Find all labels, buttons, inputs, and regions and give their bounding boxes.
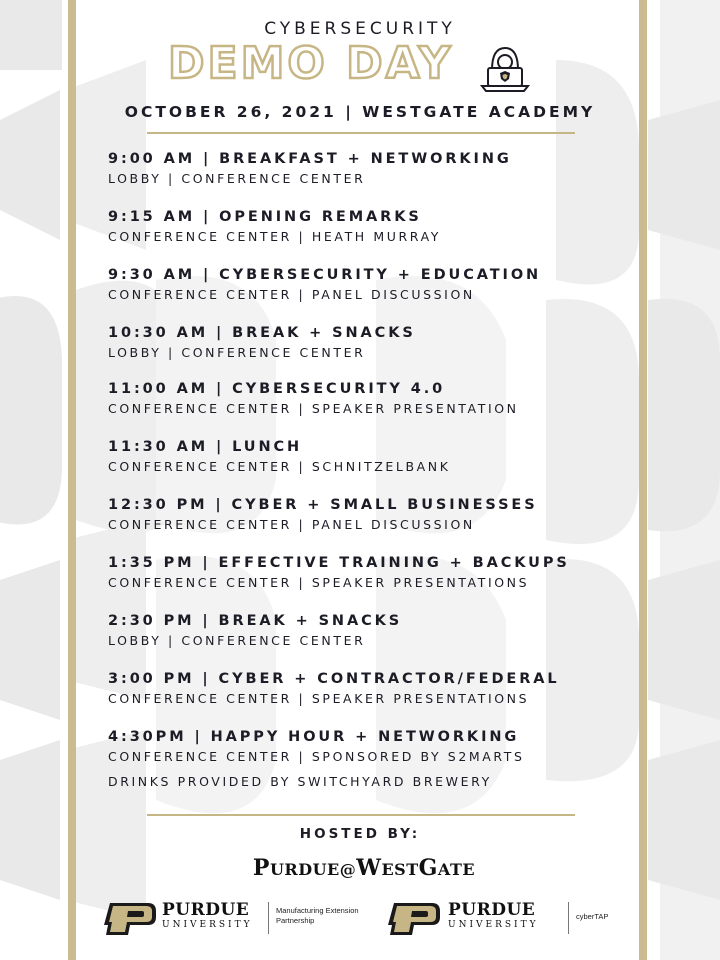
pw-w1: W: [356, 855, 382, 881]
title-cybersecurity: CYBERSECURITY: [264, 19, 456, 39]
schedule-item-sub: LOBBY | CONFERENCE CENTER: [108, 633, 366, 648]
logo-divider-left: [268, 902, 269, 934]
schedule-item: [108, 265, 628, 304]
schedule-item-title: 9:00 AM | BREAKFAST + NETWORKING: [108, 151, 512, 167]
mep-subtitle-line1: Manufacturing Extension: [276, 906, 359, 915]
pw-p1: P: [252, 855, 270, 881]
schedule-item: [108, 149, 628, 188]
schedule-item: [108, 495, 628, 534]
left-gold-border: [68, 0, 76, 960]
schedule-item: [108, 727, 628, 791]
title-demo-day: DEMO DAY: [168, 38, 454, 89]
purdue-mep-logo: [104, 899, 366, 939]
bottom-divider: [147, 814, 575, 816]
cybertap-label: cyberTAP: [576, 912, 609, 921]
schedule-item-title: 2:30 PM | BREAK + SNACKS: [108, 613, 403, 629]
event-date-location: OCTOBER 26, 2021 | WESTGATE ACADEMY: [124, 103, 596, 121]
purdue-westgate-wordmark: [0, 855, 720, 881]
schedule-item-sub: LOBBY | CONFERENCE CENTER: [108, 345, 366, 360]
pw-p2: URDUE@: [269, 860, 357, 879]
schedule-item-title: 10:30 AM | BREAK + SNACKS: [108, 325, 416, 341]
pw-g2: ATE: [437, 860, 476, 879]
schedule-item-title: 12:30 PM | CYBER + SMALL BUSINESSES: [108, 497, 538, 513]
mep-subtitle: [276, 906, 359, 926]
schedule-item-sub: CONFERENCE CENTER | SPEAKER PRESENTATION: [108, 401, 519, 416]
pw-w2: EST: [381, 860, 419, 879]
purdue-cybertap-logo: [388, 899, 618, 939]
schedule-list: [108, 147, 628, 791]
hacker-laptop-icon: [478, 40, 532, 94]
schedule-item: [108, 323, 628, 362]
schedule-item: [108, 669, 628, 708]
top-divider: [147, 132, 575, 134]
hosted-by-label: HOSTED BY:: [299, 826, 421, 842]
schedule-item: [108, 379, 628, 418]
purdue-name-left: PURDUE: [162, 900, 250, 920]
schedule-item-sub: CONFERENCE CENTER | SPEAKER PRESENTATIONS: [108, 691, 530, 706]
schedule-item: [108, 207, 628, 246]
schedule-item-sub: CONFERENCE CENTER | SPONSORED BY S2MARTS: [108, 749, 525, 764]
schedule-item-title: 11:30 AM | LUNCH: [108, 439, 303, 455]
schedule-item-sub-extra: DRINKS PROVIDED BY SWITCHYARD BREWERY: [108, 774, 492, 789]
schedule-item: [108, 437, 628, 476]
schedule-item-title: 9:30 AM | CYBERSECURITY + EDUCATION: [108, 267, 542, 283]
schedule-item-sub: CONFERENCE CENTER | PANEL DISCUSSION: [108, 517, 475, 532]
schedule-item-sub: CONFERENCE CENTER | SCHNITZELBANK: [108, 459, 451, 474]
mep-subtitle-line2: Partnership: [276, 916, 315, 925]
purdue-university-right: UNIVERSITY: [448, 920, 539, 930]
logo-divider-right: [568, 902, 569, 934]
schedule-item: [108, 553, 628, 592]
schedule-item: [108, 611, 628, 650]
schedule-item-sub: LOBBY | CONFERENCE CENTER: [108, 171, 366, 186]
schedule-item-sub: CONFERENCE CENTER | SPEAKER PRESENTATIONS: [108, 575, 530, 590]
pw-g1: G: [418, 855, 438, 881]
schedule-item-title: 9:15 AM | OPENING REMARKS: [108, 209, 422, 225]
purdue-p-motion-icon: [104, 899, 158, 939]
purdue-name-right: PURDUE: [448, 900, 536, 920]
schedule-item-title: 1:35 PM | EFFECTIVE TRAINING + BACKUPS: [108, 555, 570, 571]
schedule-item-title: 4:30PM | HAPPY HOUR + NETWORKING: [108, 729, 520, 745]
schedule-item-title: 3:00 PM | CYBER + CONTRACTOR/FEDERAL: [108, 671, 560, 687]
purdue-p-motion-icon: [388, 899, 442, 939]
schedule-item-sub: CONFERENCE CENTER | HEATH MURRAY: [108, 229, 441, 244]
schedule-item-sub: CONFERENCE CENTER | PANEL DISCUSSION: [108, 287, 475, 302]
schedule-item-title: 11:00 AM | CYBERSECURITY 4.0: [108, 381, 446, 397]
purdue-university-left: UNIVERSITY: [162, 920, 253, 930]
right-gold-border: [639, 0, 647, 960]
